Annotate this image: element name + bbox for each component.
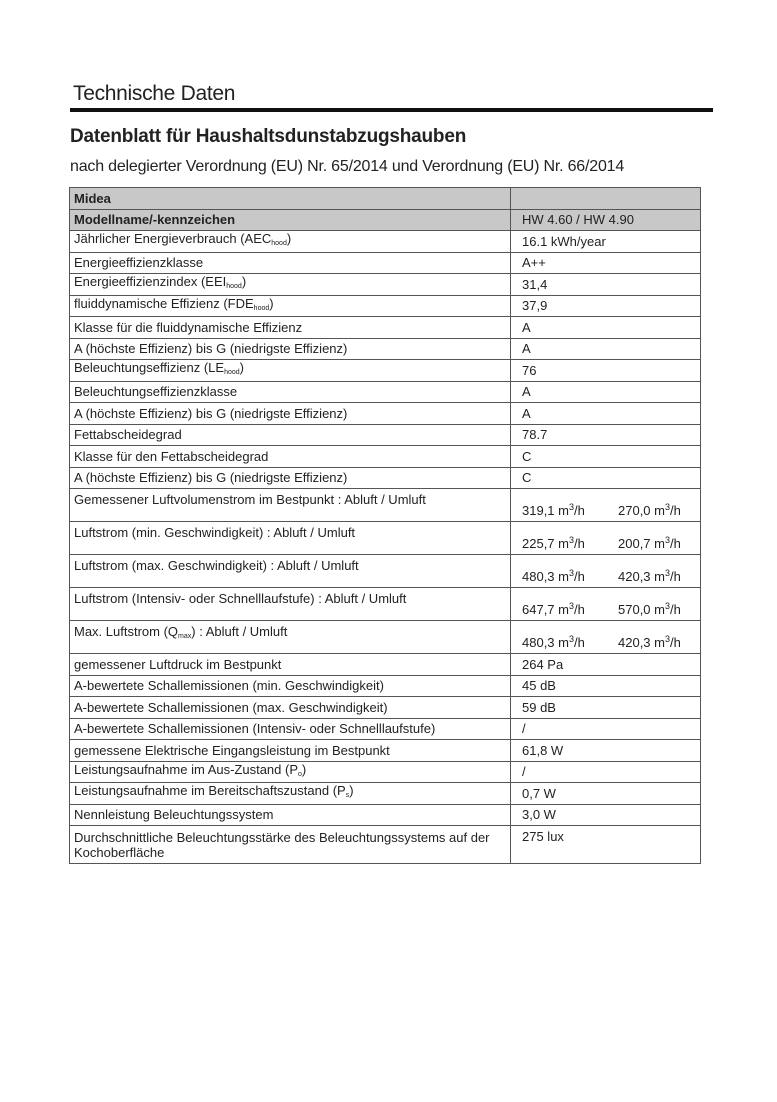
row-label: Klasse für den Fettabscheidegrad <box>70 446 511 468</box>
row-value: 3,0 W <box>511 804 701 826</box>
table-row <box>70 360 701 382</box>
umluft-value: 570,0 $m^3/h$ <box>618 601 681 617</box>
row-value: A <box>511 403 701 425</box>
row-value: 76 <box>511 360 701 382</box>
table-row <box>70 467 701 489</box>
row-label: Leistungsaufnahme im Aus-Zustand $(P_o)$ <box>70 761 511 783</box>
table-row <box>70 804 701 826</box>
abluft-value: 647,7 $m^3/h$ <box>522 601 585 617</box>
section-divider <box>70 108 713 112</box>
row-label: Gemessener Luftvolumenstrom im Bestpunkt : Abluft / Umluft <box>70 489 511 522</box>
airflow-row <box>70 621 701 654</box>
row-value: A <box>511 381 701 403</box>
table-row <box>70 252 701 274</box>
row-label: Fettabscheidegrad <box>70 424 511 446</box>
airflow-row <box>70 489 701 522</box>
row-value: 59 dB <box>511 697 701 719</box>
row-label: Klasse für die fluiddynamische Effizienz <box>70 317 511 339</box>
row-label: Luftstrom (Intensiv- oder Schnelllaufstufe) : Abluft / Umluft <box>70 588 511 621</box>
row-value <box>511 489 701 522</box>
row-label: A-bewertete Schallemissionen (Intensiv- oder Schnelllaufstufe) <box>70 718 511 740</box>
row-value: 61,8 W <box>511 740 701 762</box>
abluft-value: 225,7 $m^3/h$ <box>522 535 585 551</box>
table-row <box>70 403 701 425</box>
table-row <box>70 654 701 676</box>
row-label: gemessene Elektrische Eingangsleistung im Bestpunkt <box>70 740 511 762</box>
table-row <box>70 381 701 403</box>
row-label: Durchschnittliche Beleuchtungsstärke des Beleuchtungssystems auf der Kochoberfläche <box>70 826 511 864</box>
row-value: A++ <box>511 252 701 274</box>
datasheet-table <box>69 187 701 864</box>
table-row <box>70 761 701 783</box>
row-label: Energieeffizienzklasse <box>70 252 511 274</box>
row-value: 0,7 W <box>511 783 701 805</box>
table-row <box>70 231 701 253</box>
table-row <box>70 446 701 468</box>
row-value <box>511 555 701 588</box>
document-title: Datenblatt für Haushaltsdunstabzugshauben <box>70 126 467 147</box>
table-row <box>70 783 701 805</box>
table-row <box>70 740 701 762</box>
table-row <box>70 424 701 446</box>
table-row <box>70 675 701 697</box>
row-value: C <box>511 446 701 468</box>
row-value: 275 lux <box>511 826 701 864</box>
table-row <box>70 295 701 317</box>
abluft-value: 319,1 $m^3/h$ <box>522 502 585 518</box>
umluft-value: 270,0 $m^3/h$ <box>618 502 681 518</box>
row-label: A (höchste Effizienz) bis G (niedrigste Effizienz) <box>70 467 511 489</box>
brand-row <box>70 188 701 210</box>
row-value: 264 Pa <box>511 654 701 676</box>
row-value: C <box>511 467 701 489</box>
row-label: A (höchste Effizienz) bis G (niedrigste Effizienz) <box>70 338 511 360</box>
row-value: 78.7 <box>511 424 701 446</box>
row-label: Energieeffizienzindex $(EEI_{hood})$ <box>70 274 511 296</box>
row-value: 45 dB <box>511 675 701 697</box>
row-value <box>511 621 701 654</box>
row-label: Beleuchtungseffizienz $(LE_{hood})$ <box>70 360 511 382</box>
row-label: Leistungsaufnahme im Bereitschaftszustand $(P_s)$ <box>70 783 511 805</box>
row-value: / <box>511 718 701 740</box>
model-row <box>70 209 701 231</box>
airflow-row <box>70 555 701 588</box>
table-row <box>70 317 701 339</box>
table-row <box>70 718 701 740</box>
row-value <box>511 522 701 555</box>
row-label: A (höchste Effizienz) bis G (niedrigste Effizienz) <box>70 403 511 425</box>
table-row <box>70 338 701 360</box>
row-label: A-bewertete Schallemissionen (min. Geschwindigkeit) <box>70 675 511 697</box>
section-title: Technische Daten <box>73 82 236 105</box>
row-label: Beleuchtungseffizienzklasse <box>70 381 511 403</box>
row-value: 31,4 <box>511 274 701 296</box>
table-row <box>70 697 701 719</box>
airflow-row <box>70 588 701 621</box>
row-value: A <box>511 338 701 360</box>
brand-label: Midea <box>70 188 511 210</box>
abluft-value: 480,3 $m^3/h$ <box>522 634 585 650</box>
row-value: A <box>511 317 701 339</box>
row-value <box>511 588 701 621</box>
row-value: 16.1 kWh/year <box>511 231 701 253</box>
umluft-value: 200,7 $m^3/h$ <box>618 535 681 551</box>
row-label: gemessener Luftdruck im Bestpunkt <box>70 654 511 676</box>
row-label: fluiddynamische Effizienz $(FDE_{hood})$ <box>70 295 511 317</box>
umluft-value: 420,3 $m^3/h$ <box>618 634 681 650</box>
row-label: Luftstrom (min. Geschwindigkeit) : Abluft / Umluft <box>70 522 511 555</box>
row-label: Jährlicher Energieverbrauch $(AEC_{hood})$ <box>70 231 511 253</box>
row-value: 37,9 <box>511 295 701 317</box>
table-row <box>70 826 701 864</box>
umluft-value: 420,3 $m^3/h$ <box>618 568 681 584</box>
row-label: Max. Luftstrom $(Q_{max})$ : Abluft / Umluft <box>70 621 511 654</box>
model-value: HW 4.60 / HW 4.90 <box>511 209 701 231</box>
row-label: A-bewertete Schallemissionen (max. Geschwindigkeit) <box>70 697 511 719</box>
row-value: / <box>511 761 701 783</box>
row-label: Nennleistung Beleuchtungssystem <box>70 804 511 826</box>
table-row <box>70 274 701 296</box>
model-label: Modellname/-kennzeichen <box>70 209 511 231</box>
abluft-value: 480,3 $m^3/h$ <box>522 568 585 584</box>
document-subtitle: nach delegierter Verordnung (EU) Nr. 65/2014 und Verordnung (EU) Nr. 66/2014 <box>70 158 625 175</box>
row-label: Luftstrom (max. Geschwindigkeit) : Abluft / Umluft <box>70 555 511 588</box>
brand-value <box>511 188 701 210</box>
airflow-row <box>70 522 701 555</box>
